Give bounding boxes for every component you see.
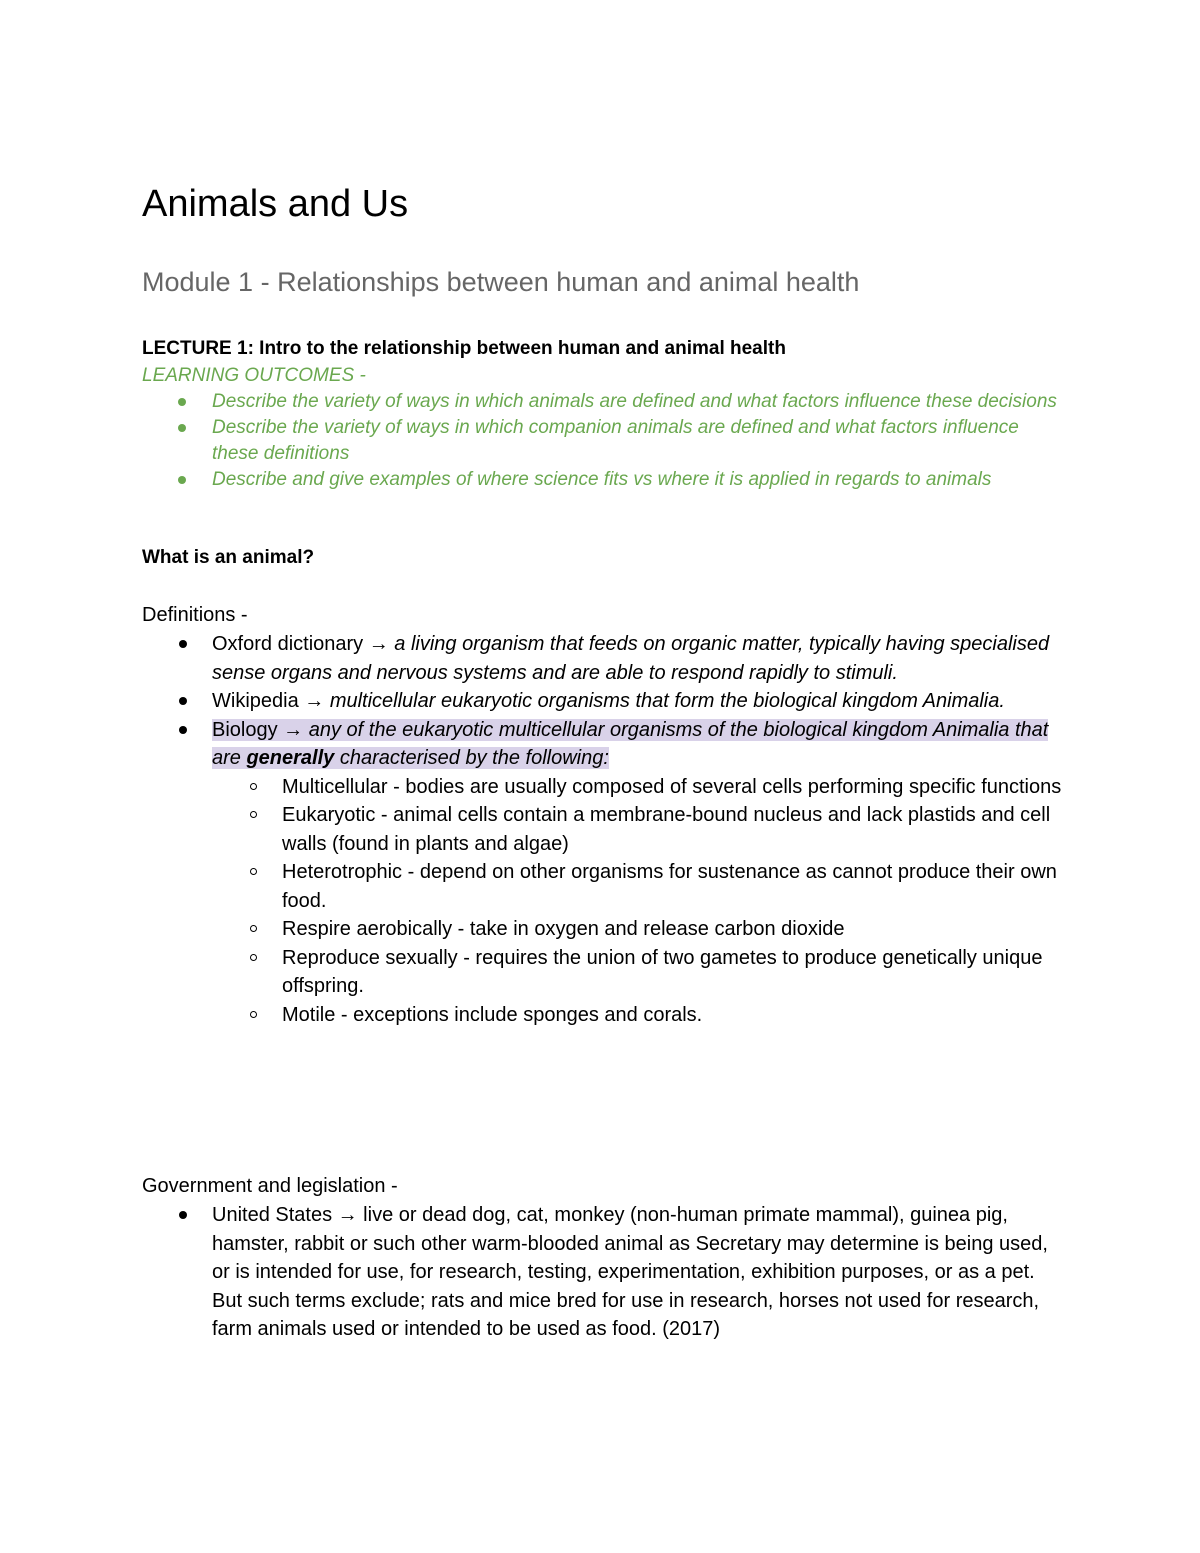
emphasis-text: generally [246, 747, 335, 769]
bullet-icon [178, 398, 186, 406]
bullet-icon [178, 424, 186, 432]
circle-bullet-icon [250, 1011, 257, 1018]
definition-term: Oxford dictionary → [212, 633, 395, 655]
circle-bullet-icon [250, 783, 257, 790]
outcome-text: Describe and give examples of where science fits vs where it is applied in regards to animals [212, 469, 992, 490]
list-item [212, 944, 1062, 1001]
definition-text: any of the eukaryotic multicellular organisms of the biological kingdom Animalia that are [212, 718, 1049, 769]
definitions-label: Definitions - [142, 604, 248, 626]
circle-bullet-icon [250, 954, 257, 961]
section-heading: What is an animal? [142, 547, 315, 568]
definition-text: multicellular eukaryotic organisms that form the biological kingdom Animalia. [329, 690, 1005, 712]
characteristic-text: Motile - exceptions include sponges and corals. [282, 1003, 703, 1026]
definition-term: Biology → [212, 718, 309, 741]
government-list [142, 1201, 1062, 1344]
government-label: Government and legislation - [142, 1175, 398, 1197]
characteristic-text: Heterotrophic - depend on other organisms for sustenance as cannot produce their own food. [282, 861, 1057, 912]
list-item [142, 687, 1062, 716]
legislation-text: United States → live or dead dog, cat, monkey (non-human primate mammal), guinea pig, hamster, rabbit or such other warm-blooded animal as Secretary may determine is being used, or is intended for use, for research, testing, experimentation, exhibition purposes, or as a pet. But such terms exclude; rats and mice bred for use in research, horses not used for research, farm animals used or intended to be used as food. (2017) [212, 1204, 1048, 1340]
characteristic-text: Reproduce sexually - requires the union of two gametes to produce genetically unique offspring. [282, 946, 1043, 997]
lecture-heading: LECTURE 1: Intro to the relationship between human and animal health [142, 338, 786, 359]
document-title: Animals and Us [142, 183, 409, 225]
characteristics-list [212, 773, 1062, 1030]
definition-term: Wikipedia → [212, 690, 330, 712]
bullet-icon [179, 1211, 187, 1219]
list-item [212, 1001, 1062, 1030]
list-item [142, 630, 1062, 687]
characteristic-text: Eukaryotic - animal cells contain a membrane-bound nucleus and lack plastids and cell walls (found in plants and algae) [282, 804, 1051, 855]
circle-bullet-icon [250, 811, 257, 818]
list-item [142, 716, 1062, 1030]
list-item [212, 915, 1062, 944]
bullet-icon [179, 640, 187, 648]
definitions-list [142, 630, 1062, 1029]
module-subtitle: Module 1 - Relationships between human and animal health [142, 267, 860, 297]
list-item [142, 389, 1062, 415]
list-item [142, 415, 1062, 467]
outcome-text: Describe the variety of ways in which animals are defined and what factors influence these decisions [212, 391, 1057, 412]
list-item [212, 773, 1062, 802]
circle-bullet-icon [250, 868, 257, 875]
bullet-icon [178, 476, 186, 484]
list-item [142, 467, 1062, 493]
list-item [212, 801, 1062, 858]
learning-outcomes-list [142, 389, 1062, 493]
definition-text: characterised by the following: [334, 747, 609, 769]
circle-bullet-icon [250, 925, 257, 932]
characteristic-text: Respire aerobically - take in oxygen and release carbon dioxide [282, 918, 845, 940]
list-item [212, 858, 1062, 915]
outcome-text: Describe the variety of ways in which companion animals are defined and what factors influence these definitions [212, 417, 1019, 464]
definition-text: a living organism that feeds on organic matter, typically having specialised sense organs and nervous systems and are able to respond rapidly to stimuli. [212, 633, 1050, 684]
bullet-icon [179, 697, 187, 705]
bullet-icon [179, 726, 187, 734]
characteristic-text: Multicellular - bodies are usually composed of several cells performing specific functions [282, 775, 1062, 798]
list-item [142, 1201, 1062, 1344]
learning-outcomes-label: LEARNING OUTCOMES - [142, 365, 366, 386]
highlighted-definition [212, 719, 1048, 770]
